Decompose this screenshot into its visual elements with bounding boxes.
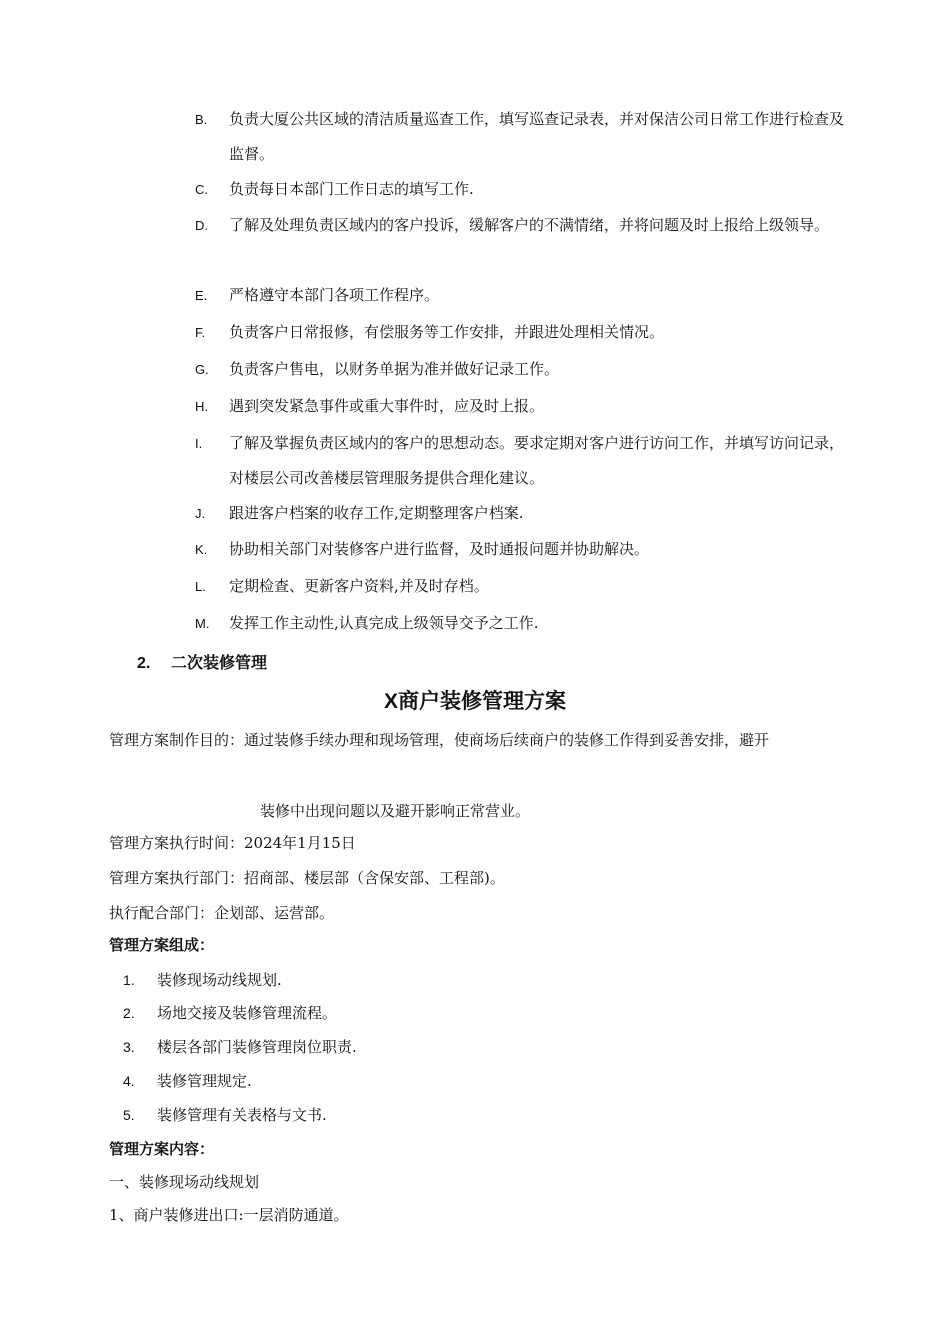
document-title: X商户装修管理方案 [383, 690, 566, 713]
duty-item-l [195, 569, 845, 604]
duty-text: 定期检查、更新客户资料,并及时存档。 [229, 577, 489, 595]
item-number: 4. [123, 1073, 135, 1089]
duty-text: 负责客户日常报修，有偿服务等工作安排，并跟进处理相关情况。 [229, 323, 665, 341]
content-subheading: 一、装修现场动线规划 [109, 1173, 260, 1191]
composition-item [123, 1063, 823, 1099]
duty-text: 协助相关部门对装修客户进行监督，及时通报问题并协助解决。 [229, 540, 650, 558]
execution-department: 管理方案执行部门：招商部、楼层部（含保安部、工程部)。 [109, 869, 505, 887]
duty-item-h [195, 389, 845, 424]
duty-text: 负责客户售电，以财务单据为准并做好记录工作。 [229, 360, 560, 378]
section-number: 2. [137, 655, 151, 672]
item-text: 装修管理规定. [157, 1072, 252, 1090]
duty-letter: L. [195, 579, 206, 594]
duty-item-d [195, 208, 845, 243]
duty-item-k [195, 532, 845, 567]
duty-letter: E. [195, 288, 208, 303]
purpose-continuation: 装修中出现问题以及避开影响正常营业。 [260, 802, 531, 820]
duty-text: 了解及处理负责区域内的客户投诉，缓解客户的不满情绪，并将问题及时上报给上级领导。 [229, 216, 830, 234]
item-text: 装修管理有关表格与文书. [157, 1106, 327, 1124]
execution-time: 管理方案执行时间：2024年1月15日 [109, 834, 356, 852]
duty-text: 跟进客户档案的收存工作,定期整理客户档案. [229, 504, 524, 522]
section-heading [137, 648, 267, 680]
item-number: 2. [123, 1005, 135, 1021]
item-text: 场地交接及装修管理流程。 [157, 1004, 338, 1022]
composition-item [123, 1029, 823, 1065]
composition-heading: 管理方案组成： [109, 937, 215, 954]
content-item: 1、商户装修进出口:一层消防通道。 [109, 1206, 349, 1224]
duty-letter: G. [195, 362, 209, 377]
duty-letter: F. [195, 325, 206, 340]
purpose-paragraph: 管理方案制作目的：通过装修手续办理和现场管理，使商场后续商户的装修工作得到妥善安排，避开 [109, 731, 770, 749]
duty-letter: B. [195, 112, 208, 127]
duty-text: 严格遵守本部门各项工作程序。 [229, 286, 440, 304]
duty-item-g [195, 352, 845, 387]
item-text: 装修现场动线规划. [157, 971, 282, 989]
duty-letter: C. [195, 182, 208, 197]
duty-item-i [195, 426, 845, 496]
duty-letter: D. [195, 218, 208, 233]
item-text: 楼层各部门装修管理岗位职责. [157, 1038, 357, 1056]
section-title: 二次装修管理 [171, 655, 268, 672]
duty-text: 遇到突发紧急事件或重大事件时，应及时上报。 [229, 397, 545, 415]
content-heading: 管理方案内容： [109, 1141, 215, 1158]
composition-item [123, 1097, 823, 1133]
duty-item-j [195, 496, 845, 531]
duty-letter: M. [195, 616, 210, 631]
duty-text: 负责每日本部门工作日志的填写工作. [229, 180, 474, 198]
duty-letter: K. [195, 542, 208, 557]
cooperating-department: 执行配合部门：企划部、运营部。 [109, 904, 335, 922]
item-number: 1. [123, 972, 135, 988]
composition-item [123, 962, 823, 998]
duty-text: 发挥工作主动性,认真完成上级领导交予之工作. [229, 614, 539, 632]
duty-item-e [195, 278, 845, 313]
duty-item-f [195, 315, 845, 350]
duty-item-b [195, 102, 845, 172]
duty-item-m [195, 606, 845, 641]
duty-letter: I. [195, 436, 203, 451]
item-number: 5. [123, 1107, 135, 1123]
duty-letter: J. [195, 506, 206, 521]
duty-item-c [195, 172, 845, 207]
item-number: 3. [123, 1039, 135, 1055]
duty-text: 负责大厦公共区域的清洁质量巡查工作，填写巡查记录表，并对保洁公司日常工作进行检查及监督。 [229, 110, 845, 163]
composition-item [123, 995, 823, 1031]
duty-text: 了解及掌握负责区域内的客户的思想动态。要求定期对客户进行访问工作，并填写访问记录，对楼层公司改善楼层管理服务提供合理化建议。 [229, 434, 845, 487]
duty-letter: H. [195, 399, 208, 414]
